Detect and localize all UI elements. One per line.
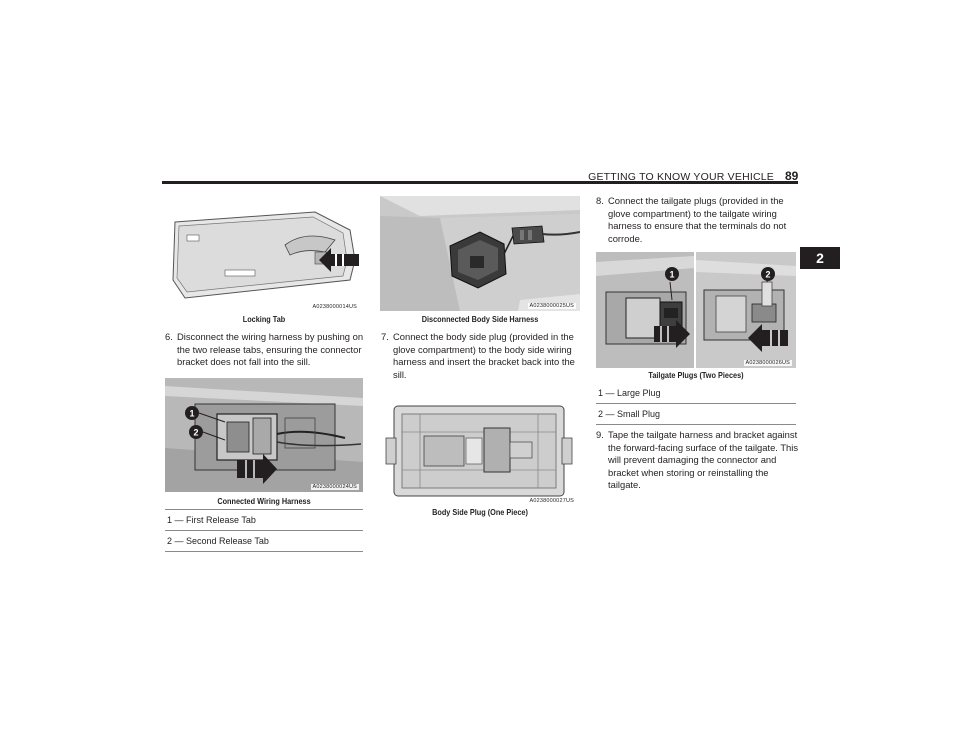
legend-item: 1 — Large Plug [598,388,661,398]
figure-code: A0238000027US [529,498,574,504]
figure-code: A0238000025US [529,303,574,309]
legend-tailgate-plugs [596,383,796,425]
body-side-plug-illustration [380,398,580,506]
step-text: Connect the body side plug (provided in the glove compartment) to the body side wiring harness and insert the bracket back into the sill. [393,331,575,380]
figure-body-side-plug [380,398,580,506]
callout-2: 2 [193,427,199,438]
step-number: 7. [381,331,389,342]
legend-release-tabs [165,509,363,552]
legend-item: 2 — Small Plug [598,409,661,419]
step-text: Tape the tailgate harness and bracket against the forward-facing surface of the tailgate. This will prevent damaging the connector and bracket when storing or reinstalling the tailgate. [608,429,799,491]
figure-code: A0238000014US [312,304,357,310]
connected-wiring-harness-illustration [165,378,363,492]
figure-tailgate-plugs [596,252,796,368]
figure-caption-tailgate-plugs: Tailgate Plugs (Two Pieces) [648,370,744,380]
legend-rule [165,551,363,552]
step-7 [381,331,581,381]
figure-code: A0238000024US [312,484,357,490]
step-8 [596,195,800,245]
step-9 [596,429,800,492]
figure-connected-wiring-harness [165,378,363,492]
step-6 [165,331,365,369]
legend-item: 2 — Second Release Tab [167,536,269,546]
step-text: Disconnect the wiring harness by pushing on the two release tabs, ensuring the connector bracket does not fall into the sill. [177,331,364,368]
chapter-tab [800,247,840,269]
running-header-title: GETTING TO KNOW YOUR VEHICLE [588,171,774,183]
page-number: 89 [785,169,799,183]
callout-1: 1 [669,269,675,280]
figure-caption-disconnected-body-side-harness: Disconnected Body Side Harness [421,314,539,324]
callout-2: 2 [765,269,771,280]
figure-caption-body-side-plug: Body Side Plug (One Piece) [432,507,528,517]
locking-tab-illustration [165,200,363,312]
step-number: 6. [165,331,173,342]
figure-locking-tab [165,200,363,312]
legend-rule [596,424,796,425]
disconnected-body-side-harness-illustration [380,196,580,311]
chapter-tab-number: 2 [816,250,824,266]
figure-disconnected-body-side-harness [380,196,580,311]
step-text: Connect the tailgate plugs (provided in the glove compartment) to the tailgate wiring harness to ensure that the terminals do not corrode. [608,195,787,244]
figure-caption-connected-wiring-harness: Connected Wiring Harness [217,496,311,506]
step-number: 8. [596,195,604,206]
tailgate-plugs-illustration [596,252,796,368]
step-number: 9. [596,429,604,440]
legend-item: 1 — First Release Tab [167,515,256,525]
figure-code: A0238000026US [745,360,790,366]
callout-1: 1 [189,408,195,419]
figure-caption-locking-tab: Locking Tab [242,314,286,324]
